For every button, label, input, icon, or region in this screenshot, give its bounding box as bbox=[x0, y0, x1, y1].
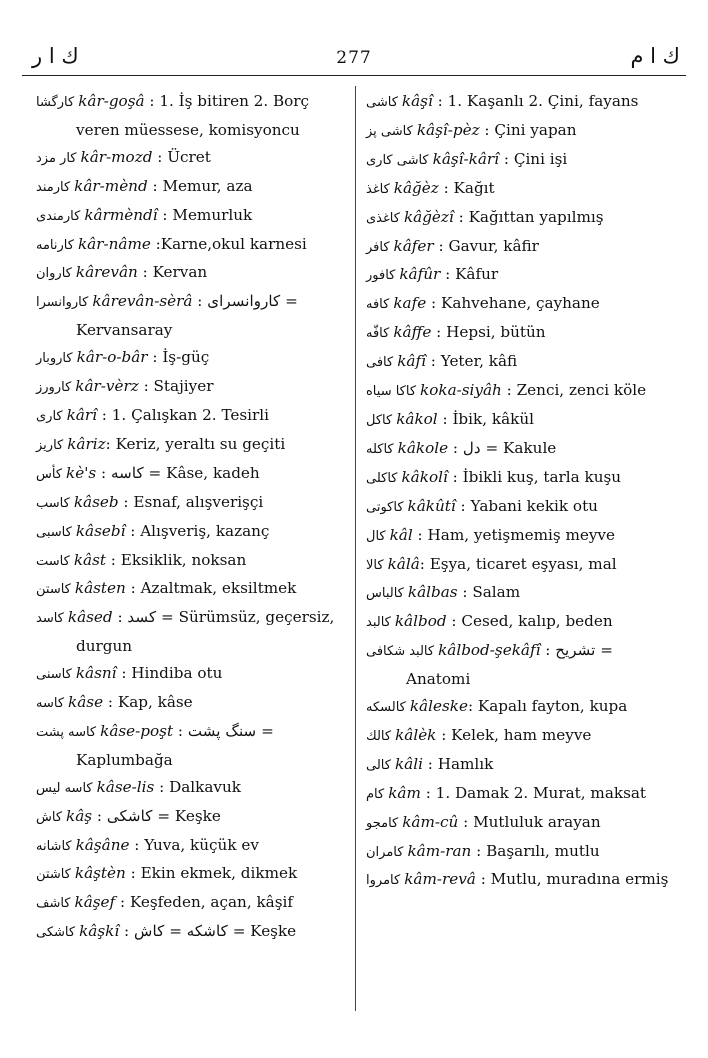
dictionary-entry bbox=[36, 718, 348, 774]
entry-transliteration: koka-siyâh bbox=[420, 381, 502, 400]
page-number: 277 bbox=[336, 48, 372, 68]
dictionary-entry bbox=[36, 689, 348, 718]
entry-separator: : bbox=[467, 697, 478, 716]
entry-separator: : bbox=[457, 583, 473, 602]
entry-arabic-headword: كاستن bbox=[36, 582, 71, 598]
entry-arabic-headword: كاكله bbox=[366, 441, 394, 457]
entry-transliteration: kâsnî bbox=[75, 664, 117, 683]
entry-arabic-headword: كاش bbox=[36, 809, 63, 825]
entry-separator: : bbox=[92, 806, 107, 825]
entry-definition: Esnaf, alışverişçi bbox=[133, 492, 264, 511]
entry-separator: : bbox=[453, 207, 469, 226]
entry-transliteration: kâş bbox=[66, 806, 93, 825]
entry-transliteration: kâlèk bbox=[395, 725, 437, 744]
dictionary-entry bbox=[36, 402, 348, 431]
entry-transliteration: kâlbod-şekâfî bbox=[438, 641, 541, 660]
entry-definition: Eksiklik, noksan bbox=[120, 550, 247, 569]
entry-separator: : bbox=[129, 835, 145, 854]
dictionary-entry bbox=[36, 344, 348, 373]
entry-arabic-headword: كالك bbox=[366, 728, 392, 744]
entry-transliteration: kè's bbox=[66, 463, 97, 482]
dictionary-entry bbox=[36, 489, 348, 518]
entry-definition: 1. Kaşanlı 2. Çini, fayans bbox=[447, 92, 639, 110]
dictionary-entry bbox=[366, 348, 671, 377]
entry-separator: : bbox=[479, 120, 495, 139]
dictionary-entry bbox=[36, 431, 348, 460]
dictionary-entry bbox=[36, 144, 348, 173]
dictionary-entry bbox=[36, 518, 348, 547]
entry-definition: Ham, yetişmemiş meyve bbox=[427, 525, 616, 544]
entry-definition: Yabani kekik otu bbox=[470, 496, 598, 515]
dictionary-entry bbox=[36, 460, 348, 489]
entry-definition: كاشكه = كاش = Keşke bbox=[133, 922, 297, 941]
entry-definition: 1. Çalışkan 2. Tesirli bbox=[111, 405, 270, 424]
entry-separator: : bbox=[125, 521, 141, 540]
entry-transliteration: kâr-mozd bbox=[80, 147, 153, 166]
entry-transliteration: kafe bbox=[393, 294, 427, 313]
entry-arabic-headword: كاسبى bbox=[36, 524, 72, 540]
entry-arabic-headword: كام bbox=[366, 786, 385, 802]
entry-arabic-headword: كارمندى bbox=[36, 208, 81, 224]
dictionary-entry bbox=[36, 918, 348, 947]
entry-arabic-headword: كالبد شكافى bbox=[366, 644, 435, 660]
entry-separator: : bbox=[125, 579, 141, 598]
entry-separator: : bbox=[440, 265, 456, 284]
entry-arabic-headword: كأس bbox=[36, 466, 63, 482]
entry-separator: : bbox=[137, 263, 153, 282]
entry-transliteration: kâm-cû bbox=[402, 812, 459, 831]
entry-transliteration: kâsten bbox=[74, 579, 126, 598]
entry-separator: : bbox=[432, 92, 448, 110]
entry-arabic-headword: كاست bbox=[36, 553, 70, 569]
entry-arabic-headword: كامجو bbox=[366, 815, 399, 831]
entry-definition: Ücret bbox=[167, 147, 211, 166]
entry-definition: Salam bbox=[472, 583, 521, 602]
entry-transliteration: kâr-goşâ bbox=[78, 92, 145, 110]
entry-separator: : bbox=[412, 525, 428, 544]
entry-definition: Zenci, zenci köle bbox=[516, 381, 647, 400]
entry-separator: : bbox=[119, 922, 134, 941]
entry-transliteration: kâfî bbox=[397, 352, 426, 371]
dictionary-entry bbox=[366, 838, 671, 867]
entry-definition: Kağıttan yapılmış bbox=[468, 207, 604, 226]
entry-definition: Kahvehane, çayhane bbox=[441, 294, 600, 313]
entry-transliteration: kâr-vèrz bbox=[75, 377, 139, 396]
entry-separator: : bbox=[192, 292, 208, 311]
entry-arabic-headword: كاكوتى bbox=[366, 499, 404, 515]
entry-separator: : bbox=[431, 323, 447, 342]
entry-arabic-headword: كاروان bbox=[36, 266, 72, 282]
entry-definition: Gavur, kâfir bbox=[448, 236, 539, 255]
entry-arabic-headword: كامران bbox=[366, 844, 404, 860]
dictionary-entry bbox=[366, 464, 671, 493]
entry-separator: : bbox=[96, 463, 111, 482]
dictionary-entry bbox=[36, 231, 348, 260]
entry-separator: : bbox=[157, 205, 173, 224]
entry-arabic-headword: كال bbox=[366, 528, 386, 544]
dictionary-entry bbox=[366, 406, 671, 435]
dictionary-entry bbox=[366, 377, 671, 406]
dictionary-entry bbox=[366, 809, 671, 838]
entry-arabic-headword: كالى bbox=[366, 757, 391, 773]
entry-transliteration: kâleske bbox=[409, 697, 468, 716]
dictionary-entry bbox=[36, 173, 348, 202]
entry-separator: : bbox=[426, 294, 441, 313]
entry-separator: : bbox=[471, 841, 487, 860]
entry-definition: Memurluk bbox=[172, 205, 253, 224]
entry-transliteration: kâst bbox=[73, 550, 106, 569]
entry-transliteration: kâr-mènd bbox=[74, 176, 148, 195]
entry-transliteration: kâğèz bbox=[393, 178, 439, 197]
dictionary-entry bbox=[36, 774, 348, 803]
dictionary-entry bbox=[36, 860, 348, 889]
dictionary-entry bbox=[366, 780, 671, 809]
entry-separator: : bbox=[455, 496, 471, 515]
entry-separator: : bbox=[105, 434, 116, 453]
entry-arabic-headword: كارنامه bbox=[36, 237, 74, 253]
entry-transliteration: kâr-nâme bbox=[77, 234, 151, 253]
entry-separator: : bbox=[154, 777, 170, 796]
dictionary-entry bbox=[36, 889, 348, 918]
dictionary-entry bbox=[36, 288, 348, 344]
entry-transliteration: kâseb bbox=[73, 492, 119, 511]
entry-arabic-headword: كاسنى bbox=[36, 667, 72, 683]
entry-transliteration: kâm-revâ bbox=[404, 870, 476, 889]
entry-transliteration: kâli bbox=[394, 754, 423, 773]
entry-transliteration: kâsebî bbox=[75, 521, 126, 540]
entry-arabic-headword: كافّه bbox=[366, 326, 390, 342]
entry-definition: Çini yapan bbox=[494, 120, 577, 139]
column-divider bbox=[355, 86, 356, 1011]
entry-definition: Kelek, ham meyve bbox=[451, 725, 592, 744]
entry-arabic-headword: كاشانه bbox=[36, 838, 72, 854]
dictionary-entry bbox=[366, 693, 671, 722]
entry-definition: تشريح = Anatomi bbox=[406, 641, 613, 689]
entry-transliteration: kâşî-kârî bbox=[432, 149, 500, 168]
entry-definition: كاسه = Kâse, kadeh bbox=[110, 463, 260, 482]
entry-transliteration: kâkolî bbox=[401, 467, 448, 486]
entry-arabic-headword: كافر bbox=[366, 239, 390, 255]
entry-arabic-headword: كار مزد bbox=[36, 150, 77, 166]
entry-separator: : bbox=[438, 178, 454, 197]
entry-definition: Yuva, küçük ev bbox=[144, 835, 259, 854]
entry-arabic-headword: كارگشا bbox=[36, 95, 75, 110]
dictionary-entry bbox=[366, 88, 671, 117]
entry-transliteration: kâse-lis bbox=[96, 777, 155, 796]
entry-definition: Hindiba otu bbox=[131, 664, 223, 683]
entry-separator: : bbox=[103, 693, 118, 712]
entry-transliteration: kâşef bbox=[74, 893, 116, 912]
dictionary-entry bbox=[36, 88, 348, 144]
entry-definition: Yeter, kâfi bbox=[440, 352, 518, 371]
entry-arabic-headword: كاروانسرا bbox=[36, 295, 89, 311]
dictionary-entry bbox=[366, 146, 671, 175]
dictionary-entry bbox=[366, 175, 671, 204]
dictionary-entry bbox=[366, 493, 671, 522]
dictionary-entry bbox=[366, 551, 671, 580]
entry-arabic-headword: كامروا bbox=[366, 873, 401, 889]
dictionary-entry bbox=[366, 261, 671, 290]
entry-arabic-headword: كاشف bbox=[36, 896, 71, 912]
entry-transliteration: kârmèndî bbox=[84, 205, 158, 224]
dictionary-entry bbox=[366, 866, 671, 895]
entry-transliteration: kâm-ran bbox=[407, 841, 472, 860]
entry-arabic-headword: كاشى پز bbox=[366, 123, 413, 139]
entry-definition: İbikli kuş, tarla kuşu bbox=[462, 467, 622, 486]
entry-separator: : bbox=[96, 405, 112, 424]
entry-arabic-headword: كاغذى bbox=[366, 210, 400, 226]
entry-definition: كاروانسراى = Kervansaray bbox=[76, 292, 298, 340]
dictionary-entry bbox=[36, 660, 348, 689]
entry-arabic-headword: كالسكه bbox=[366, 700, 406, 716]
dictionary-entry bbox=[366, 435, 671, 464]
entry-separator: : bbox=[458, 812, 474, 831]
dictionary-entry bbox=[366, 637, 671, 693]
entry-separator: : bbox=[433, 236, 449, 255]
entry-arabic-headword: كافى bbox=[366, 355, 394, 371]
entry-transliteration: kâştèn bbox=[74, 864, 126, 883]
entry-separator: : bbox=[105, 550, 121, 569]
entry-transliteration: kâşkî bbox=[79, 922, 120, 941]
entry-transliteration: kârevân-sèrâ bbox=[92, 292, 193, 311]
entry-arabic-headword: كافه bbox=[366, 297, 390, 313]
entry-arabic-headword: كاشى bbox=[366, 95, 398, 110]
dictionary-entry bbox=[36, 259, 348, 288]
dictionary-entry bbox=[366, 319, 671, 348]
entry-definition: Keşfeden, açan, kâşif bbox=[129, 893, 294, 912]
entry-definition: Cesed, kalıp, beden bbox=[461, 612, 613, 631]
dictionary-entry bbox=[366, 117, 671, 146]
entry-arabic-headword: كاريز bbox=[36, 437, 64, 453]
entry-definition: Hepsi, bütün bbox=[446, 323, 546, 342]
entry-separator: : bbox=[499, 149, 514, 168]
entry-definition: Çini işi bbox=[513, 149, 568, 168]
entry-separator: : bbox=[125, 864, 141, 883]
entry-separator: : bbox=[419, 554, 430, 573]
entry-separator: : bbox=[425, 352, 441, 371]
entry-separator: : bbox=[447, 467, 463, 486]
entry-arabic-headword: كاشى كارى bbox=[366, 152, 429, 168]
entry-definition: 1. Damak 2. Murat, maksat bbox=[435, 783, 647, 802]
entry-definition: Mutlu, muradına ermiş bbox=[490, 870, 669, 889]
entry-definition: Hamlık bbox=[437, 754, 494, 773]
entry-separator: : bbox=[138, 377, 154, 396]
entry-separator: : bbox=[118, 492, 134, 511]
header-rule bbox=[22, 75, 686, 76]
entry-definition: Kâfur bbox=[455, 265, 499, 284]
entry-separator: : bbox=[422, 754, 438, 773]
entry-transliteration: kâsed bbox=[67, 608, 113, 627]
dictionary-entry bbox=[366, 608, 671, 637]
entry-separator: : bbox=[173, 721, 188, 740]
dictionary-entry bbox=[36, 575, 348, 604]
entry-transliteration: kâffe bbox=[393, 323, 432, 342]
entry-arabic-headword: كارمند bbox=[36, 179, 71, 195]
entry-definition: Alışveriş, kazanç bbox=[140, 521, 270, 540]
entry-transliteration: kâfer bbox=[393, 236, 434, 255]
dictionary-entry bbox=[36, 373, 348, 402]
entry-arabic-headword: كالباس bbox=[366, 586, 404, 602]
dictionary-entry bbox=[366, 722, 671, 751]
header-right-guideword: ك ا م bbox=[630, 44, 680, 68]
entry-separator: : bbox=[420, 783, 436, 802]
entry-arabic-headword: كالبد bbox=[366, 615, 391, 631]
entry-separator: : bbox=[115, 893, 130, 912]
entry-definition: Azaltmak, eksiltmek bbox=[140, 579, 297, 598]
entry-definition: Kervan bbox=[152, 263, 208, 282]
dictionary-entry bbox=[366, 290, 671, 319]
header-left-guideword: ك ا ر bbox=[32, 44, 79, 68]
entry-definition: Karne,okul karnesi bbox=[160, 234, 307, 253]
entry-definition: Dalkavuk bbox=[169, 777, 241, 796]
entry-definition: Memur, aza bbox=[162, 176, 253, 195]
entry-separator: : bbox=[501, 381, 517, 400]
entry-definition: Eşya, ticaret eşyası, mal bbox=[429, 554, 617, 573]
entry-separator: : bbox=[540, 641, 556, 660]
entry-separator: : bbox=[436, 725, 452, 744]
dictionary-entry bbox=[36, 202, 348, 231]
entry-arabic-headword: كاشكى bbox=[36, 925, 76, 941]
dictionary-entry bbox=[36, 604, 348, 660]
dictionary-entry bbox=[366, 751, 671, 780]
entry-transliteration: kâşâne bbox=[75, 835, 130, 854]
entry-arabic-headword: كارورز bbox=[36, 380, 72, 396]
entry-arabic-headword: كاسه ليس bbox=[36, 780, 93, 796]
entry-definition: Kap, kâse bbox=[117, 693, 193, 712]
entry-definition: Ekin ekmek, dikmek bbox=[140, 864, 298, 883]
dictionary-entry bbox=[366, 522, 671, 551]
dictionary-entry bbox=[36, 547, 348, 576]
entry-definition: 1. İş bitiren 2. Borç veren müessese, komisyoncu bbox=[76, 92, 310, 139]
entry-arabic-headword: كاكلى bbox=[366, 470, 398, 486]
entry-separator: : bbox=[152, 147, 168, 166]
entry-transliteration: kârevân bbox=[75, 263, 138, 282]
entry-separator: : bbox=[147, 348, 163, 367]
entry-separator: : bbox=[147, 176, 163, 195]
right-column bbox=[366, 88, 671, 895]
entry-arabic-headword: كاروبار bbox=[36, 351, 73, 367]
entry-transliteration: kârî bbox=[66, 405, 97, 424]
entry-transliteration: kâr-o-bâr bbox=[76, 348, 148, 367]
entry-separator: : bbox=[112, 608, 128, 627]
entry-definition: دل = Kakule bbox=[462, 438, 557, 457]
entry-arabic-headword: كاكل bbox=[366, 412, 393, 428]
entry-arabic-headword: كاسه پشت bbox=[36, 724, 97, 740]
entry-arabic-headword: كافور bbox=[366, 268, 396, 284]
entry-transliteration: kâğèzî bbox=[403, 207, 454, 226]
entry-arabic-headword: كارى bbox=[36, 408, 63, 424]
entry-transliteration: kâse-poşt bbox=[100, 721, 174, 740]
entry-separator: : bbox=[446, 612, 462, 631]
entry-separator: : bbox=[150, 234, 161, 253]
entry-transliteration: kâl bbox=[389, 525, 413, 544]
entry-definition: Kapalı fayton, kupa bbox=[477, 697, 628, 716]
entry-transliteration: kâlbas bbox=[407, 583, 458, 602]
entry-transliteration: kâkûtî bbox=[407, 496, 456, 515]
dictionary-entry bbox=[366, 233, 671, 262]
entry-definition: Başarılı, mutlu bbox=[486, 841, 600, 860]
page-header bbox=[20, 44, 688, 74]
entry-transliteration: kâkol bbox=[396, 409, 438, 428]
entry-definition: İbik, kâkül bbox=[452, 409, 534, 428]
entry-arabic-headword: كاسد bbox=[36, 611, 64, 627]
entry-arabic-headword: كاغذ bbox=[366, 181, 390, 197]
entry-definition: Kağıt bbox=[453, 178, 495, 197]
entry-transliteration: kâriz bbox=[67, 434, 106, 453]
entry-separator: : bbox=[144, 92, 160, 110]
entry-definition: كسد = Sürümsüz, geçersiz, durgun bbox=[76, 608, 335, 656]
dictionary-entry bbox=[36, 803, 348, 832]
entry-transliteration: kâfûr bbox=[399, 265, 441, 284]
entry-definition: كاشكى = Keşke bbox=[106, 806, 221, 825]
entry-separator: : bbox=[448, 438, 463, 457]
dictionary-entry bbox=[366, 579, 671, 608]
entry-separator: : bbox=[437, 409, 453, 428]
entry-transliteration: kâm bbox=[388, 783, 421, 802]
entry-transliteration: kâlâ bbox=[387, 554, 420, 573]
entry-transliteration: kâlbod bbox=[394, 612, 447, 631]
entry-arabic-headword: كاسه bbox=[36, 696, 65, 712]
entry-arabic-headword: كالا bbox=[366, 557, 384, 573]
entry-separator: : bbox=[116, 664, 132, 683]
entry-arabic-headword: كاسب bbox=[36, 495, 70, 511]
entry-definition: Keriz, yeraltı su geçiti bbox=[115, 434, 286, 453]
dictionary-entry bbox=[366, 204, 671, 233]
entry-arabic-headword: كاشتن bbox=[36, 867, 71, 883]
left-column bbox=[36, 88, 348, 947]
dictionary-entry bbox=[36, 832, 348, 861]
entry-arabic-headword: كاكا سياه bbox=[366, 384, 417, 400]
entry-transliteration: kâşî bbox=[401, 92, 433, 110]
entry-transliteration: kâse bbox=[68, 693, 104, 712]
entry-definition: سنگ پشت = Kaplumbağa bbox=[76, 721, 274, 769]
entry-definition: Stajiyer bbox=[153, 377, 214, 396]
entry-transliteration: kâkole bbox=[397, 438, 449, 457]
entry-definition: İş-güç bbox=[162, 348, 210, 367]
entry-separator: : bbox=[475, 870, 491, 889]
entry-definition: Mutluluk arayan bbox=[473, 812, 601, 831]
entry-transliteration: kâşî-pèz bbox=[416, 120, 480, 139]
